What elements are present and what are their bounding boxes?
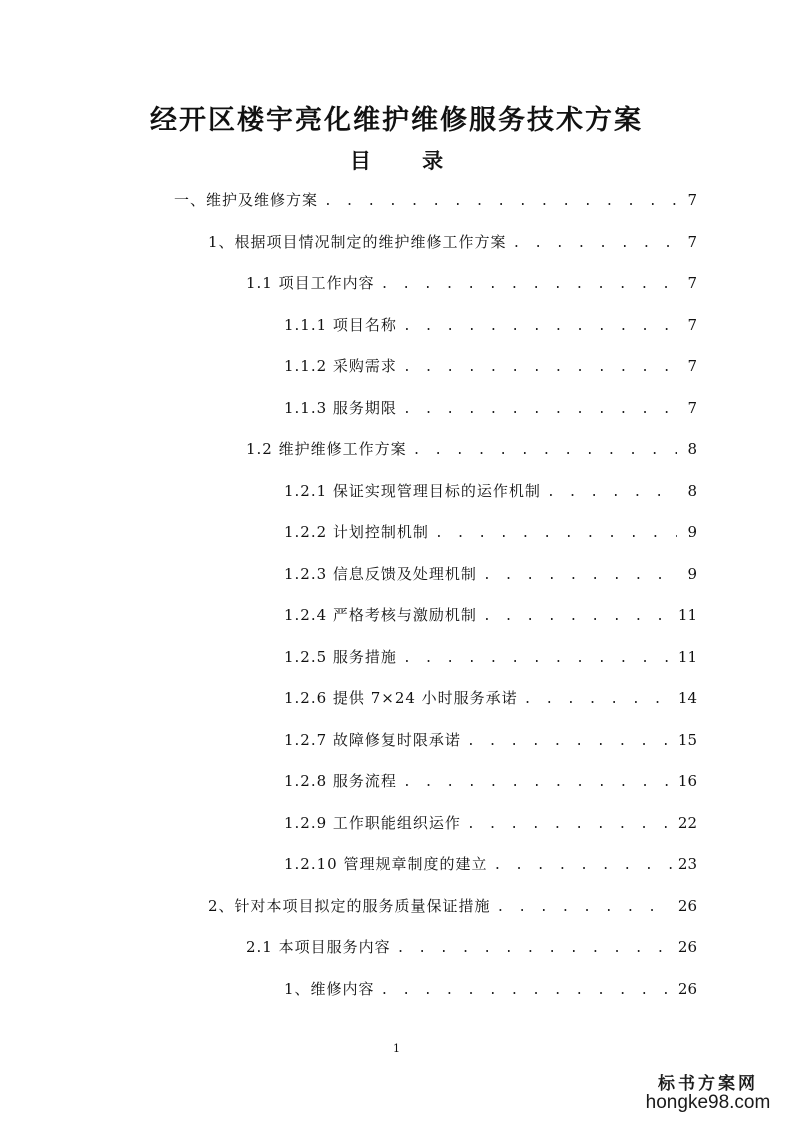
toc-entry-label: 2、针对本项目拟定的服务质量保证措施 — [208, 897, 491, 915]
toc-heading: 目 录 — [349, 149, 466, 173]
toc-dot-leader — [493, 854, 671, 878]
toc-entry-page: 7 — [687, 274, 697, 292]
toc-entry-page: 7 — [687, 357, 697, 375]
toc-entry-label: 1.2.7 故障修复时限承诺 — [284, 731, 461, 749]
page-number: 1 — [393, 1042, 400, 1055]
toc-entry[interactable] — [284, 728, 697, 752]
toc-entry-label: 1.2.4 严格考核与激励机制 — [284, 606, 477, 624]
toc-entry-label: 1.2 维护维修工作方案 — [246, 440, 407, 458]
toc-entry[interactable] — [284, 686, 697, 710]
toc-entry-page: 9 — [687, 523, 697, 541]
toc-entry[interactable] — [284, 769, 697, 793]
toc-entry[interactable] — [246, 271, 697, 295]
toc-dot-leader — [467, 730, 672, 754]
toc-entry[interactable] — [284, 354, 697, 378]
toc-entry-page: 11 — [677, 606, 697, 624]
toc-entry-page: 14 — [677, 689, 697, 707]
toc-entry-label: 1.1.1 项目名称 — [284, 316, 397, 334]
toc-entry-label: 1、维修内容 — [284, 980, 375, 998]
toc-entry[interactable] — [208, 894, 697, 918]
toc-entry[interactable] — [284, 977, 697, 1001]
toc-entry-label: 1.1.2 采购需求 — [284, 357, 397, 375]
toc-dot-leader — [403, 771, 672, 795]
toc-entry-label: 1.2.1 保证实现管理目标的运作机制 — [284, 482, 541, 500]
toc-dot-leader — [403, 398, 677, 422]
toc-entry-label: 1.1 项目工作内容 — [246, 274, 375, 292]
toc-entry-label: 1.2.9 工作职能组织运作 — [284, 814, 461, 832]
toc-entry[interactable] — [284, 562, 697, 586]
toc-entry-label: 一、维护及维修方案 — [174, 191, 319, 209]
toc-entry-page: 11 — [677, 648, 697, 666]
toc-entry-page: 26 — [677, 938, 697, 956]
toc-entry-page: 7 — [687, 191, 697, 209]
toc-entry[interactable] — [246, 935, 697, 959]
toc-entry-label: 1.2.5 服务措施 — [284, 648, 397, 666]
toc-entry-label: 2.1 本项目服务内容 — [246, 938, 391, 956]
toc-dot-leader — [403, 647, 672, 671]
toc-dot-leader — [413, 439, 677, 463]
toc-entry-page: 22 — [677, 814, 697, 832]
toc-dot-leader — [524, 688, 672, 712]
toc-dot-leader — [381, 273, 677, 297]
toc-entry-page: 7 — [687, 233, 697, 251]
toc-entry-page: 15 — [677, 731, 697, 749]
toc-entry-label: 1.1.3 服务期限 — [284, 399, 397, 417]
toc-entry[interactable] — [284, 852, 697, 876]
toc-dot-leader — [435, 522, 677, 546]
toc-dot-leader — [324, 190, 677, 214]
toc-entry[interactable] — [284, 603, 697, 627]
toc-dot-leader — [483, 605, 672, 629]
toc-dot-leader — [403, 315, 677, 339]
toc-entry-page: 26 — [677, 980, 697, 998]
toc-dot-leader — [497, 896, 672, 920]
toc-dot-leader — [467, 813, 672, 837]
toc-entry[interactable] — [208, 230, 697, 254]
watermark-text: 标书方案网 — [658, 1074, 758, 1094]
toc-entry-label: 1.2.3 信息反馈及处理机制 — [284, 565, 477, 583]
toc-entry[interactable] — [284, 811, 697, 835]
toc-dot-leader — [483, 564, 677, 588]
toc-entry[interactable] — [246, 437, 697, 461]
toc-entry[interactable] — [284, 313, 697, 337]
toc-entry-page: 8 — [687, 482, 697, 500]
toc-entry-label: 1.2.10 管理规章制度的建立 — [284, 855, 488, 873]
toc-entry[interactable] — [284, 520, 697, 544]
toc-entry-label: 1、根据项目情况制定的维护维修工作方案 — [208, 233, 507, 251]
toc-entry[interactable] — [174, 188, 697, 212]
toc-dot-leader — [397, 937, 672, 961]
toc-entry-label: 1.2.2 计划控制机制 — [284, 523, 429, 541]
toc-dot-leader — [403, 356, 677, 380]
toc-entry-page: 7 — [687, 316, 697, 334]
toc-dot-leader — [547, 481, 677, 505]
toc-dot-leader — [513, 232, 677, 256]
toc-entry-page: 8 — [687, 440, 697, 458]
toc-entry-page: 23 — [677, 855, 697, 873]
watermark — [633, 1069, 783, 1114]
toc-entry-label: 1.2.8 服务流程 — [284, 772, 397, 790]
toc-dot-leader — [381, 979, 672, 1003]
toc-entry-page: 9 — [687, 565, 697, 583]
toc-entry[interactable] — [284, 645, 697, 669]
toc-entry-page: 26 — [677, 897, 697, 915]
watermark-url: hongke98.com — [645, 1092, 771, 1113]
toc-entry-page: 7 — [687, 399, 697, 417]
toc-entry[interactable] — [284, 396, 697, 420]
toc-entry-page: 16 — [677, 772, 697, 790]
toc-entry-label: 1.2.6 提供 7×24 小时服务承诺 — [284, 689, 518, 707]
document-title: 经开区楼宇亮化维护维修服务技术方案 — [150, 105, 643, 136]
toc-entry[interactable] — [284, 479, 697, 503]
